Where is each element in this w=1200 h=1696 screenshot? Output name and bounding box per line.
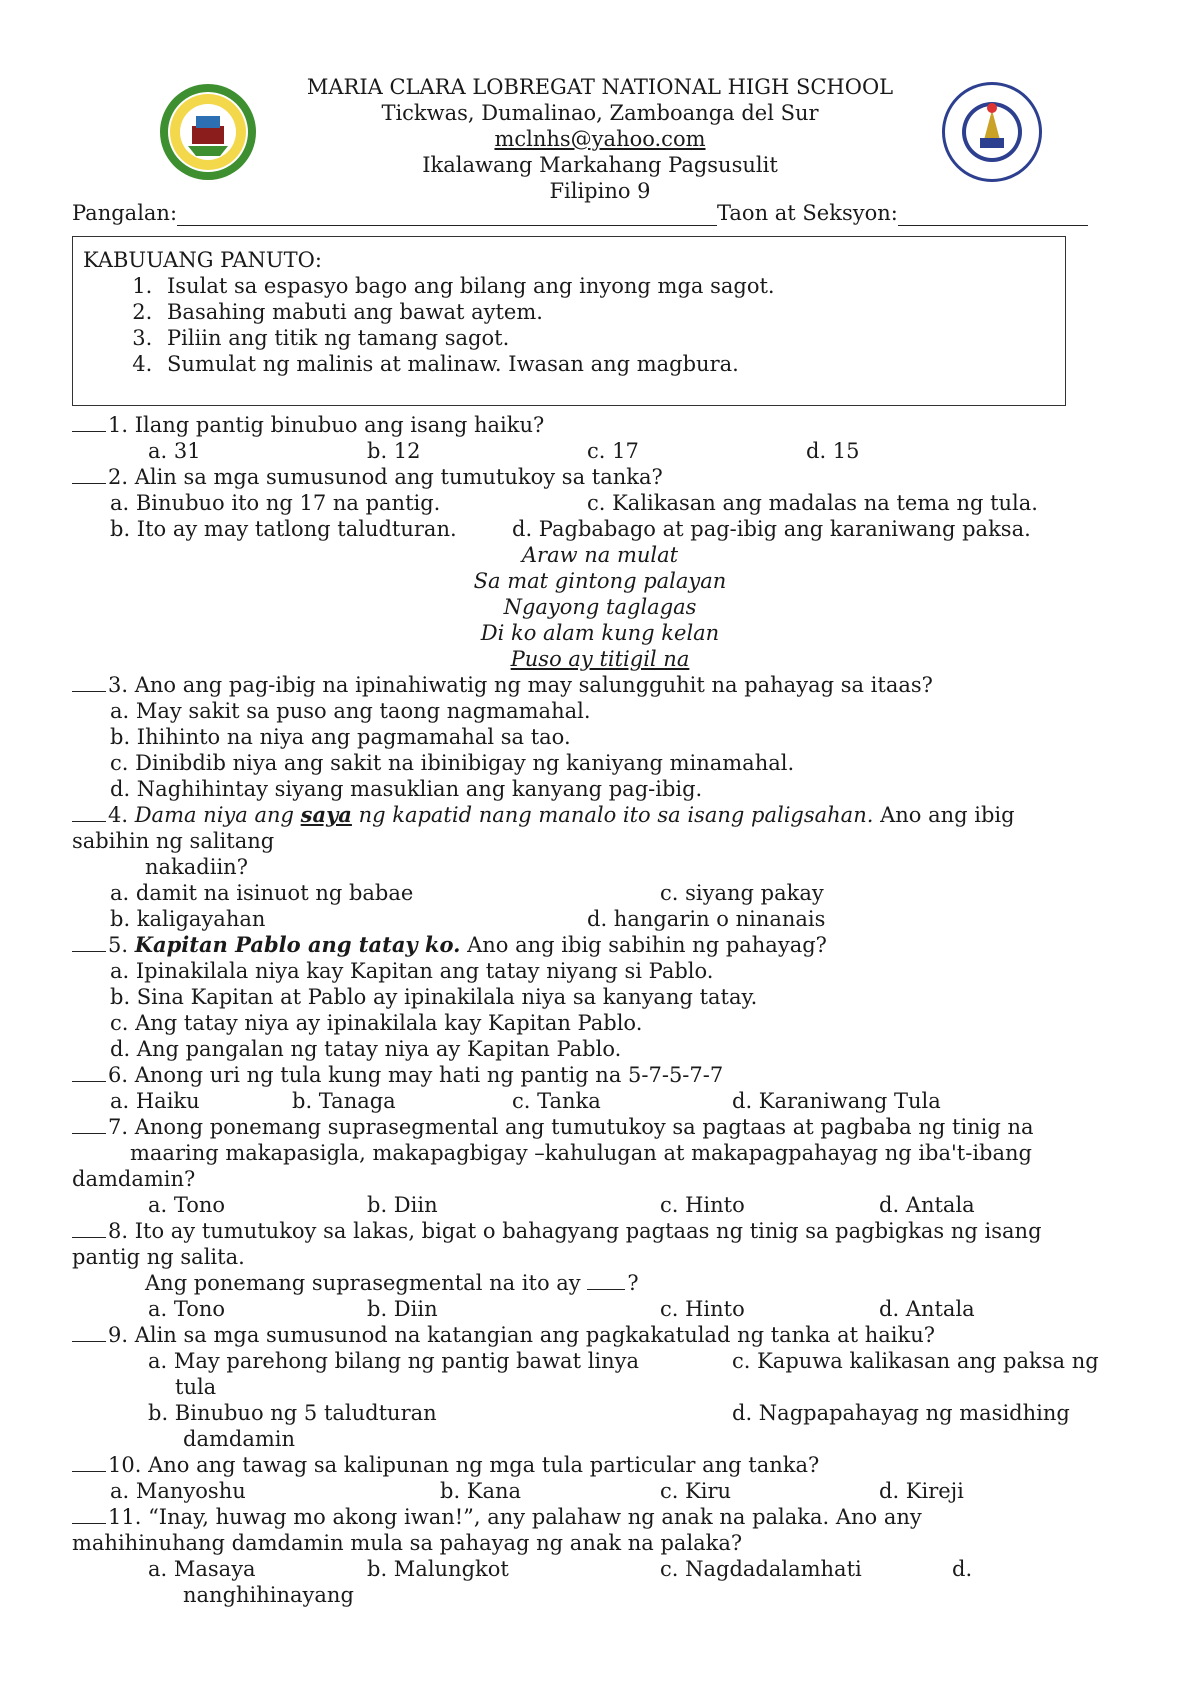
- q7-choice-b: b. Diin: [367, 1193, 438, 1217]
- q6-choice-c: c. Tanka: [512, 1089, 601, 1113]
- question-11-line2: mahihinuhang damdamin mula sa pahayag ng anak na palaka?: [72, 1531, 743, 1555]
- q1-choice-c: c. 17: [587, 439, 639, 463]
- q11-choice-a: a. Masaya: [148, 1557, 256, 1581]
- q4-choice-d: d. hangarin o ninanais: [587, 907, 826, 931]
- section-label: Taon at Seksyon:: [717, 201, 898, 225]
- q7-choice-a: a. Tono: [148, 1193, 226, 1217]
- question-3: 3. Ano ang pag-ibig na ipinahiwatig ng may salungguhit na pahayag sa itaas?: [72, 672, 933, 698]
- q10-choice-a: a. Manyoshu: [110, 1479, 246, 1503]
- q3-choice-b: b. Ihihinto na niya ang pagmamahal sa tao.: [110, 725, 571, 749]
- answer-blank[interactable]: [72, 803, 106, 822]
- student-info-row: [72, 200, 1108, 226]
- answer-blank[interactable]: [72, 1505, 106, 1524]
- question-1: 1. Ilang pantig binubuo ang isang haiku?: [72, 412, 544, 438]
- answer-blank[interactable]: [72, 933, 106, 952]
- q9-choice-a: a. May parehong bilang ng pantig bawat linya: [148, 1349, 640, 1373]
- poem-line: Sa mat gintong palayan: [473, 569, 727, 593]
- q9-choice-d-cont: damdamin: [183, 1427, 295, 1451]
- q8-choice-d: d. Antala: [879, 1297, 975, 1321]
- question-2: 2. Alin sa mga sumusunod ang tumutukoy sa tanka?: [72, 464, 663, 490]
- answer-blank[interactable]: [72, 1323, 106, 1342]
- question-4-line2: sabihin ng salitang: [72, 829, 275, 853]
- q2-choice-c: c. Kalikasan ang madalas na tema ng tula.: [587, 491, 1038, 515]
- q3-choice-d: d. Naghihintay siyang masuklian ang kanyang pag-ibig.: [110, 777, 703, 801]
- instructions-title: KABUUANG PANUTO:: [83, 248, 322, 272]
- q4-choice-b: b. kaligayahan: [110, 907, 266, 931]
- q7-choice-c: c. Hinto: [660, 1193, 745, 1217]
- instruction-item: 2. Basahing mabuti ang bawat aytem.: [159, 299, 1065, 325]
- inline-answer-blank[interactable]: [587, 1271, 625, 1290]
- answer-blank[interactable]: [72, 673, 106, 692]
- poem-line: Di ko alam kung kelan: [480, 621, 720, 645]
- q9-choice-c-cont: tula: [175, 1375, 217, 1399]
- q10-choice-c: c. Kiru: [660, 1479, 732, 1503]
- question-7-line2: maaring makapasigla, makapagbigay –kahulugan at makapagpahayag ng iba't-ibang: [130, 1141, 1032, 1165]
- q6-choice-b: b. Tanaga: [292, 1089, 396, 1113]
- poem-line: Araw na mulat: [521, 543, 679, 567]
- question-11: 11. “Inay, huwag mo akong iwan!”, any palahaw ng anak na palaka. Ano any: [72, 1504, 922, 1530]
- question-8: 8. Ito ay tumutukoy sa lakas, bigat o bahagyang pagtaas ng tinig sa pagbigkas ng isang: [72, 1218, 1042, 1244]
- q5-choice-c: c. Ang tatay niya ay ipinakilala kay Kapitan Pablo.: [110, 1011, 643, 1035]
- question-4-line3: nakadiin?: [145, 855, 248, 879]
- q9-choice-d: d. Nagpapahayag ng masidhing: [732, 1401, 1070, 1425]
- instructions-box: [72, 236, 1066, 406]
- q1-choice-b: b. 12: [367, 439, 421, 463]
- q2-choice-d: d. Pagbabago at pag-ibig ang karaniwang paksa.: [512, 517, 1031, 541]
- q7-choice-d: d. Antala: [879, 1193, 975, 1217]
- poem-line: Ngayong taglagas: [503, 595, 697, 619]
- q9-choice-c: c. Kapuwa kalikasan ang paksa ng: [732, 1349, 1099, 1373]
- question-9: 9. Alin sa mga sumusunod na katangian ang pagkakatulad ng tanka at haiku?: [72, 1322, 935, 1348]
- question-4: 4. Dama niya ang saya ng kapatid nang manalo ito sa isang paligsahan. Ano ang ibig: [72, 802, 1015, 828]
- question-8-line3: Ang ponemang suprasegmental na ito ay ?: [145, 1271, 639, 1295]
- q3-choice-c: c. Dinibdib niya ang sakit na ibinibigay ng kaniyang minamahal.: [110, 751, 795, 775]
- q8-choice-a: a. Tono: [148, 1297, 226, 1321]
- answer-blank[interactable]: [72, 465, 106, 484]
- school-name: MARIA CLARA LOBREGAT NATIONAL HIGH SCHOOL: [306, 75, 894, 99]
- q6-choice-a: a. Haiku: [110, 1089, 200, 1113]
- q4-choice-c: c. siyang pakay: [660, 881, 824, 905]
- q4-choice-a: a. damit na isinuot ng babae: [110, 881, 414, 905]
- q10-choice-b: b. Kana: [440, 1479, 522, 1503]
- exam-title: Ikalawang Markahang Pagsusulit: [422, 153, 778, 177]
- question-10: 10. Ano ang tawag sa kalipunan ng mga tula particular ang tanka?: [72, 1452, 819, 1478]
- school-address: Tickwas, Dumalinao, Zamboanga del Sur: [381, 101, 819, 125]
- answer-blank[interactable]: [72, 1115, 106, 1134]
- q10-choice-d: d. Kireji: [879, 1479, 964, 1503]
- q6-choice-d: d. Karaniwang Tula: [732, 1089, 941, 1113]
- question-5: 5. Kapitan Pablo ang tatay ko. Ano ang ibig sabihin ng pahayag?: [72, 932, 827, 958]
- q11-choice-c: c. Nagdadalamhati: [660, 1557, 862, 1581]
- q11-choice-d: d.: [952, 1557, 973, 1581]
- q8-choice-c: c. Hinto: [660, 1297, 745, 1321]
- q1-choice-a: a. 31: [148, 439, 201, 463]
- q11-choice-d-cont: nanghihinayang: [183, 1583, 354, 1607]
- subject-title: Filipino 9: [549, 179, 651, 203]
- question-7-line3: damdamin?: [72, 1167, 196, 1191]
- instruction-item: 1. Isulat sa espasyo bago ang bilang ang inyong mga sagot.: [159, 273, 1065, 299]
- q3-choice-a: a. May sakit sa puso ang taong nagmamahal.: [110, 699, 591, 723]
- question-7: 7. Anong ponemang suprasegmental ang tumutukoy sa pagtaas at pagbaba ng tinig na: [72, 1114, 1034, 1140]
- q1-choice-d: d. 15: [806, 439, 860, 463]
- answer-blank[interactable]: [72, 1219, 106, 1238]
- poem-line-underlined: Puso ay titigil na: [510, 647, 690, 671]
- q5-choice-d: d. Ang pangalan ng tatay niya ay Kapitan Pablo.: [110, 1037, 622, 1061]
- q2-choice-a: a. Binubuo ito ng 17 na pantig.: [110, 491, 441, 515]
- name-label: Pangalan:: [72, 201, 178, 225]
- answer-blank[interactable]: [72, 1453, 106, 1472]
- q5-choice-b: b. Sina Kapitan at Pablo ay ipinakilala niya sa kanyang tatay.: [110, 985, 758, 1009]
- answer-blank[interactable]: [72, 1063, 106, 1082]
- q8-choice-b: b. Diin: [367, 1297, 438, 1321]
- name-blank[interactable]: [177, 203, 717, 226]
- question-8-line2: pantig ng salita.: [72, 1245, 245, 1269]
- instruction-item: 3. Piliin ang titik ng tamang sagot.: [159, 325, 1065, 351]
- instruction-item: 4. Sumulat ng malinis at malinaw. Iwasan ang magbura.: [159, 351, 1065, 377]
- section-blank[interactable]: [898, 203, 1088, 226]
- answer-blank[interactable]: [72, 413, 106, 432]
- q2-choice-b: b. Ito ay may tatlong taludturan.: [110, 517, 457, 541]
- question-6: 6. Anong uri ng tula kung may hati ng pantig na 5-7-5-7-7: [72, 1062, 723, 1088]
- q4-keyword: saya: [300, 802, 352, 827]
- school-email-link[interactable]: mclnhs@yahoo.com: [494, 127, 706, 151]
- q9-choice-b: b. Binubuo ng 5 taludturan: [148, 1401, 437, 1425]
- instructions-list: [83, 273, 1065, 377]
- q5-choice-a: a. Ipinakilala niya kay Kapitan ang tatay niyang si Pablo.: [110, 959, 714, 983]
- q11-choice-b: b. Malungkot: [367, 1557, 509, 1581]
